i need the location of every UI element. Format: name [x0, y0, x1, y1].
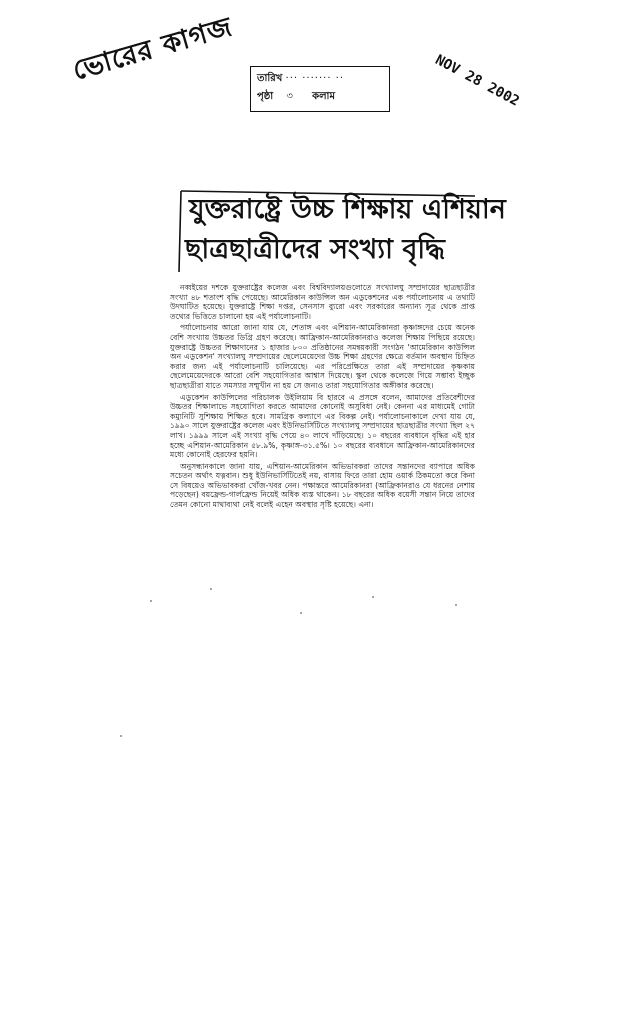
date-mark: NOV 28 2002: [432, 52, 522, 110]
newspaper-name: ভোরের কাগজ: [69, 11, 236, 87]
article-paragraph-1: নব্বইয়ের দশকে যুক্তরাষ্ট্রের কলেজ এবং বিশ্ববিদ্যালয়গুলোতে সংখ্যালঘু সম্প্রদায়ের ছাত্রছাত্রীর সংখ্যা ৪৮ শতাংশ বৃদ্ধি পেয়েছে। আমেরিকান কাউন্সিল অন এডুকেশনের এক পর্যালোচনায় এ তথ্যটি উদঘাটিত হয়েছে। যুক্তরাষ্ট্রে শিক্ষা দপ্তর, সেনসাস ব্যুরো এবং সরকারের অন্যান্য সূত্র থেকে প্রাপ্ত তথ্যের ভিত্তিতে চালানো হয় এই পর্যালোচনাটি।: [170, 283, 475, 321]
article-paragraph-3: এডুকেশন কাউন্সিলের পরিচালক উইলিয়াম বি হারবে এ প্রসঙ্গে বলেন, আমাদের প্রতিবেশীদের উচ্চতর শিক্ষালাভে সহযোগিতা করতে আমাদের কোনোই অসুবিধা নেই। কেননা এর মাধ্যমেই গোটা কম্যুনিটি সুশিক্ষায় শিক্ষিত হবে। সামগ্রিক কল্যাণে এর বিকল্প নেই। পর্যালোচনাকালে দেখা যায় যে, ১৯৯০ সালে যুক্তরাষ্ট্রের কলেজ এবং ইউনিভার্সিটিতে সংখ্যালঘু সম্প্রদায়ের ছাত্রছাত্রীর সংখ্যা ছিল ২৭ লাখ। ১৯৯৯ সালে এই সংখ্যা বৃদ্ধি পেয়ে ৪০ লাখে দাঁড়িয়েছে। ১০ বছরের ব্যবধানে বৃদ্ধির এই হার হচ্ছে এশিয়ান-আমেরিকান ৫৮.৯%, কৃষ্ণাঙ্গ-৩১.৫%। ১০ বছরের ব্যবধানে আফ্রিকান-আমেরিকানদের মধ্যে কোনোই হেরফের হয়নি।: [170, 392, 475, 460]
article-body: [170, 283, 475, 512]
headline-line-2: ছাত্রছাত্রীদের সংখ্যা বৃদ্ধি: [185, 234, 445, 265]
stamp-page-label: পৃষ্ঠা: [257, 91, 274, 102]
article-paragraph-4: অনুসন্ধানকালে জানা যায়, এশিয়ান-আমেরিকান অভিভাবকরা তাদের সন্তানদের ব্যাপারে অধিক সচেতন অর্থাৎ যত্নবান। শুধু ইউনিভার্সিটিতেই নয়, বাসায় ফিরে তারা হোম ওয়ার্ক ঠিকমতো করে কিনা সে বিষয়েও অভিভাবকরা খোঁজ-খবর নেন। পক্ষান্তরে আমেরিকানরা (আফ্রিকানরাও যে ধরনের নেশায় পড়েছেন) বয়ফ্রেন্ড-গার্লফ্রেন্ড নিয়েই অধিক ব্যস্ত থাকেন। ১৮ বছরের অধিক বয়েসী সন্তান নিয়ে তাদের তেমন কোনো মাথাব্যথা নেই বলেই এহেন অবস্থার সৃষ্টি হয়েছে। এনা।: [170, 461, 475, 510]
stamp-column-label: কলাম: [312, 91, 335, 102]
clipping-stamp: [250, 66, 390, 112]
stamp-date-label: তারিখ: [257, 73, 283, 84]
headline-line-1: যুক্তরাষ্ট্রে উচ্চ শিক্ষায় এশিয়ান: [189, 194, 506, 225]
stamp-page-row: [257, 88, 383, 106]
stamp-date-row: [257, 70, 383, 88]
stamp-page-value: ৩: [286, 91, 293, 102]
article-paragraph-2: পর্যালোচনায় আরো জানা যায় যে, শেতাঙ্গ এবং এশিয়ান-আমেরিকানরা কৃষ্ণাঙ্গদের চেয়ে অনেক বেশি সংখ্যায় উচ্চতর ডিগ্রি গ্রহণ করেছে। আফ্রিকান-আমেরিকানরাও কলেজ শিক্ষায় পিছিয়ে রয়েছে। যুক্তরাষ্ট্রে উচ্চতর শিক্ষাদানের ১ হাজার ৮০০ প্রতিষ্ঠানের সমন্বয়কারী সংগঠন 'আমেরিকান কাউন্সিল অন এডুকেশন' সংখ্যালঘু সম্প্রদায়ের ছেলেমেয়েদের উচ্চ শিক্ষা গ্রহণের ক্ষেত্রে বর্তমান অবস্থান চিহ্নিত করার জন্য এই পর্যালোচনাটি চালিয়েছে। এর পরিপ্রেক্ষিতে তারা এই সম্প্রদায়ের কৃষ্ণকায় ছেলেমেয়েদেরকে আরো বেশি সহযোগিতার আশ্বাস দিয়েছে। স্কুল থেকে কলেজে গিয়ে সম্ভাব্য ইচ্ছুক ছাত্রছাত্রীরা যাতে সমস্যার সম্মুখীন না হয় সে জন্যও তারা সহযোগিতার অঙ্গীকার করেছে।: [170, 323, 475, 390]
headline-box: [175, 188, 506, 274]
stamp-date-dots: ··· ······· ··: [285, 73, 345, 84]
